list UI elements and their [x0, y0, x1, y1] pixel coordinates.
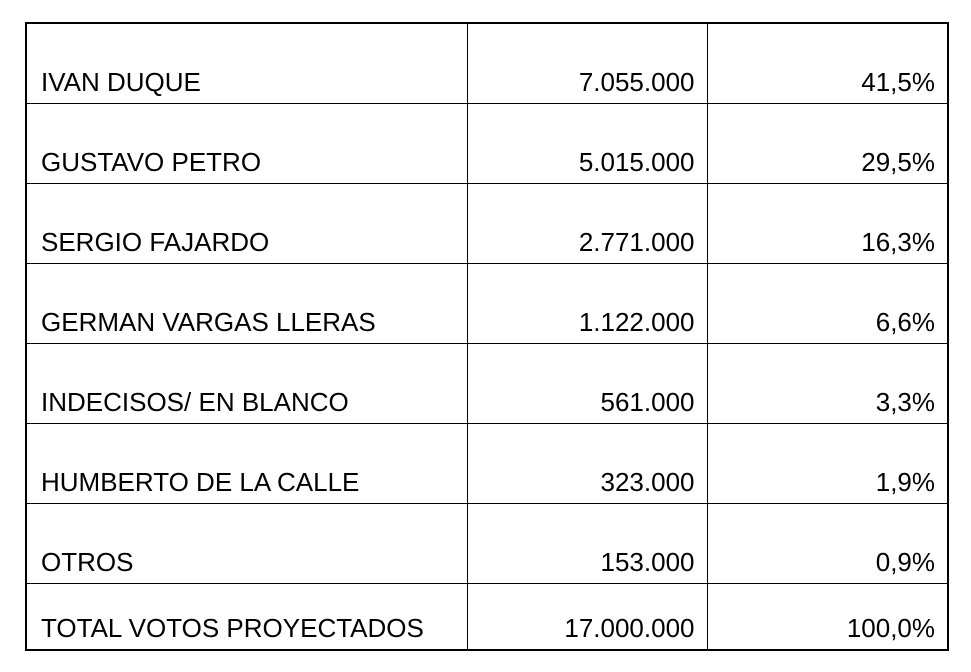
vote-count: 1.122.000 — [467, 263, 707, 343]
vote-percent: 41,5% — [707, 23, 948, 103]
total-percent: 100,0% — [707, 583, 948, 650]
vote-count: 561.000 — [467, 343, 707, 423]
vote-count: 2.771.000 — [467, 183, 707, 263]
vote-count: 7.055.000 — [467, 23, 707, 103]
table-row — [26, 423, 948, 503]
vote-percent: 3,3% — [707, 343, 948, 423]
candidate-name: IVAN DUQUE — [26, 23, 467, 103]
vote-percent: 6,6% — [707, 263, 948, 343]
vote-percent: 1,9% — [707, 423, 948, 503]
candidate-name: GUSTAVO PETRO — [26, 103, 467, 183]
table-row — [26, 103, 948, 183]
candidate-name: INDECISOS/ EN BLANCO — [26, 343, 467, 423]
total-label: TOTAL VOTOS PROYECTADOS — [26, 583, 467, 650]
table-row — [26, 23, 948, 103]
vote-count: 323.000 — [467, 423, 707, 503]
candidate-name: HUMBERTO DE LA CALLE — [26, 423, 467, 503]
candidate-name: OTROS — [26, 503, 467, 583]
vote-percent: 0,9% — [707, 503, 948, 583]
vote-percent: 29,5% — [707, 103, 948, 183]
vote-projection-table — [25, 22, 949, 651]
table-row — [26, 263, 948, 343]
vote-percent: 16,3% — [707, 183, 948, 263]
vote-count: 5.015.000 — [467, 103, 707, 183]
candidate-name: GERMAN VARGAS LLERAS — [26, 263, 467, 343]
table-row — [26, 183, 948, 263]
candidate-name: SERGIO FAJARDO — [26, 183, 467, 263]
table-row — [26, 343, 948, 423]
total-row — [26, 583, 948, 650]
total-votes: 17.000.000 — [467, 583, 707, 650]
table-row — [26, 503, 948, 583]
vote-count: 153.000 — [467, 503, 707, 583]
